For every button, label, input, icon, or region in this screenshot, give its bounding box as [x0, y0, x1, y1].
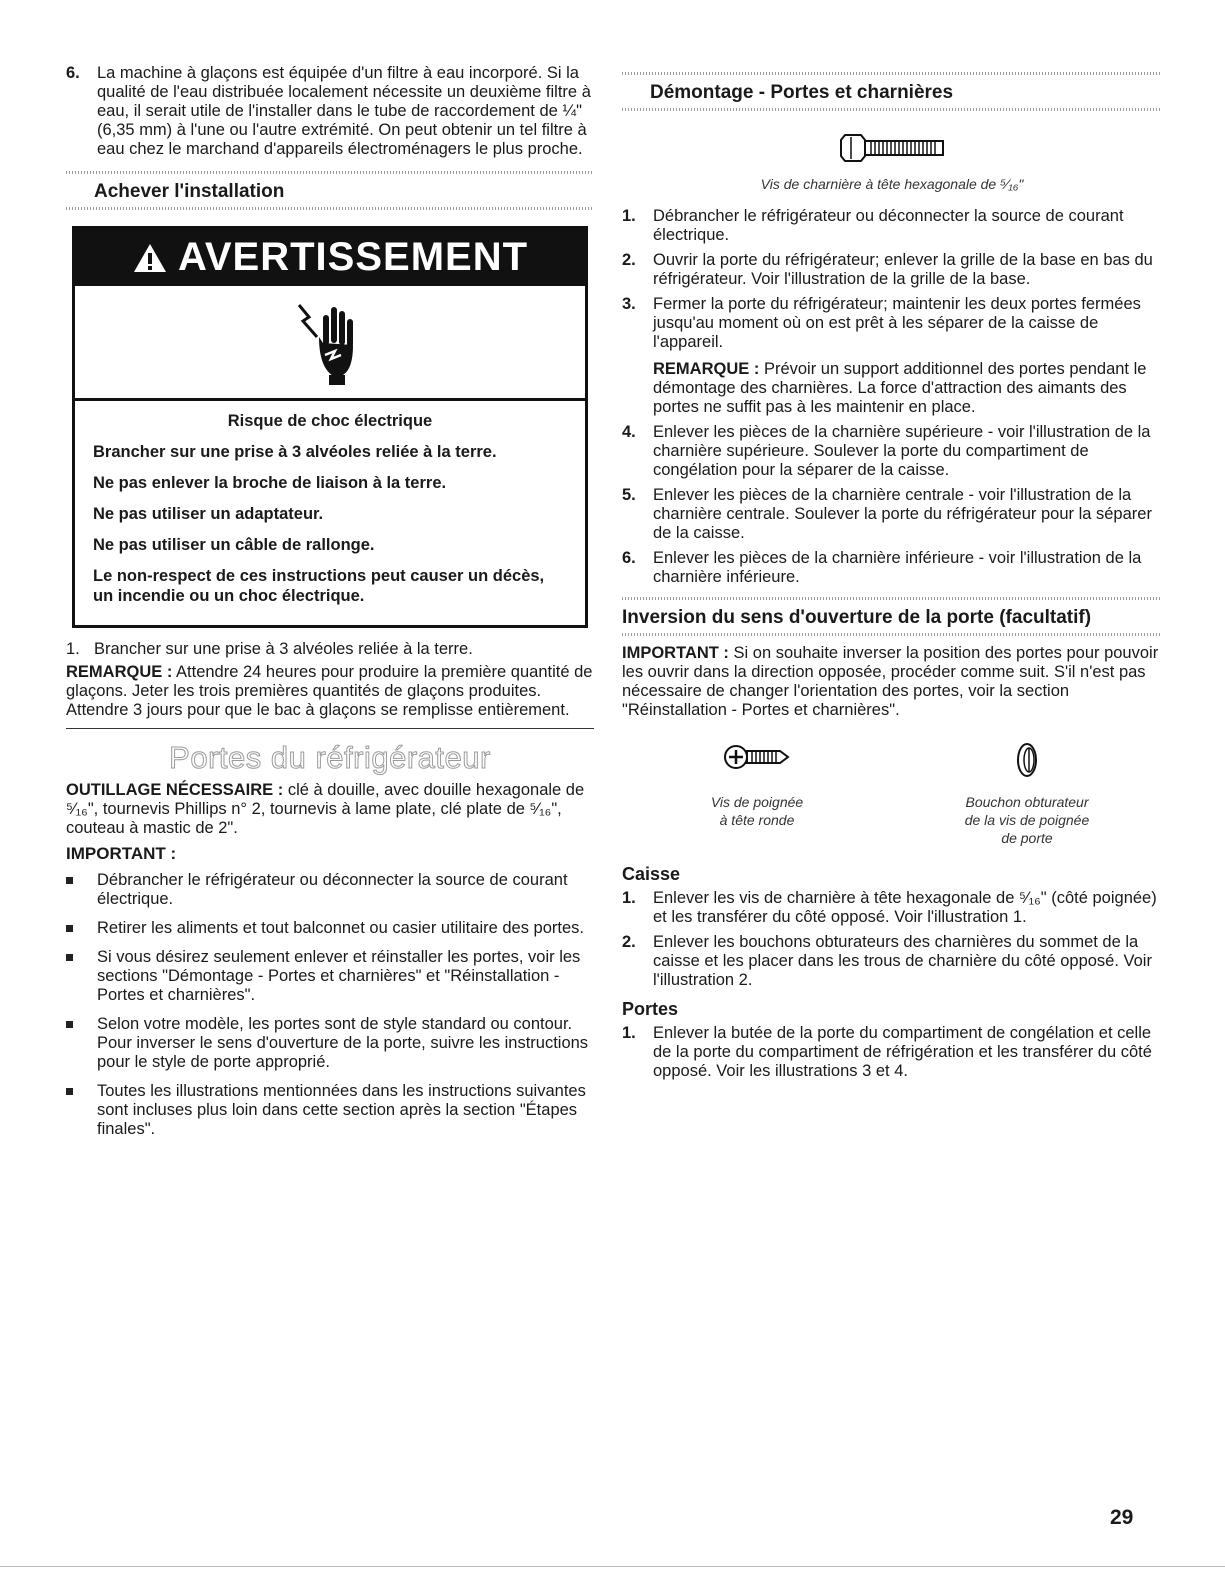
tools-paragraph: [66, 781, 594, 838]
list-item: [66, 64, 594, 159]
list-item: 4. Enlever les pièces de la charnière supérieure - voir l'illustration de la charnière supérieure. Soulever la porte du compartiment de congélation pour la séparer de la caisse.: [622, 423, 1151, 479]
hex-head-screw-icon: [837, 131, 947, 165]
portes-steps: [622, 1024, 1162, 1081]
chapter-title: Portes du réfrigérateur: [169, 740, 491, 775]
bullet-square-icon: [66, 877, 73, 884]
warning-body: [75, 401, 585, 625]
list-item: 6. Enlever les pièces de la charnière inférieure - voir l'illustration de la charnière inférieure.: [622, 549, 1142, 586]
figure-caption: Vis de charnière à tête hexagonale de ⁵⁄₁₆": [760, 176, 1024, 192]
bullet-square-icon: [66, 925, 73, 932]
left-column: [66, 64, 594, 1149]
hinge-screw-figure: [622, 131, 1162, 165]
warning-line: Ne pas enlever la broche de liaison à la terre.: [93, 474, 447, 492]
warning-line: Ne pas utiliser un adaptateur.: [93, 505, 324, 523]
important-paragraph: IMPORTANT : Si on souhaite inverser la position des portes pour pouvoir les ouvrir dans la direction opposée, procéder comme suit. S'il n'est pas nécessaire de changer l'orientation des portes, voir la section "Réinstallation - Portes et charnières".: [622, 644, 1159, 719]
bullet-square-icon: [66, 1021, 73, 1028]
tools-text: clé à douille, avec douille hexagonale de ⁵⁄₁₆", tournevis Phillips n° 2, tournevis à lame plate, clé plate de ⁵⁄₁₆", couteau à mastic de 2".: [66, 781, 585, 837]
warning-line: Risque de choc électrique: [227, 412, 433, 430]
plug-cap-icon: [1012, 740, 1042, 780]
warning-heading: AVERTISSEMENT: [177, 235, 529, 279]
bullet-item: Si vous désirez seulement enlever et réinstaller les portes, voir les sections "Démontage - Portes et charnières" et "Réinstallation - Portes et charnières".: [66, 948, 594, 1005]
caisse-steps: [622, 889, 1162, 990]
list-item: 5. Enlever les pièces de la charnière centrale - voir l'illustration de la charnière centrale. Soulever la porte du réfrigérateur pour la séparer de la caisse.: [622, 486, 1152, 542]
dotted-rule: [622, 108, 1162, 111]
list-item: 3. Fermer la porte du réfrigérateur; maintenir les deux portes fermées jusqu'au moment où on est prêt à les séparer de la caisse de l'appareil. REMARQUE : Prévoir un support additionnel des portes pendant le démontage des charnières. La force d'attraction des aimants des portes ne suffit pas à les maintenir en place.: [622, 295, 1162, 417]
page-number: 29: [1110, 1506, 1134, 1529]
warning-line: Ne pas utiliser un câble de rallonge.: [93, 536, 375, 554]
bullet-item: Retirer les aliments et tout balconnet ou casier utilitaire des portes.: [66, 919, 594, 938]
round-head-screw-icon: [722, 740, 792, 774]
section-title: Démontage - Portes et charnières: [650, 82, 954, 103]
list-item: 1. Débrancher le réfrigérateur ou déconnecter la source de courant électrique.: [622, 207, 1124, 244]
remark-label: REMARQUE :: [66, 663, 173, 681]
bullet-square-icon: [66, 954, 73, 961]
important-label: IMPORTANT :: [66, 844, 177, 863]
subheading-portes: Portes: [622, 999, 679, 1019]
item-text: La machine à glaçons est équipée d'un filtre à eau incorporé. Si la qualité de l'eau distribuée localement nécessite un deuxième filtre à eau, il serait utile de l'installer dans le tube de raccordement de ¼" (6,35 mm) à l'une ou l'autre extrémité. On peut obtenir un tel filtre à eau chez le marchand d'appareils électroménagers le plus proche.: [97, 64, 591, 158]
list-item: 1. Enlever la butée de la porte du compartiment de congélation et celle de la porte du compartiment de réfrigération et les transférer du côté opposé. Voir les illustrations 3 et 4.: [622, 1024, 1152, 1080]
handle-parts-figure: [622, 740, 1162, 847]
bullet-item: Selon votre modèle, les portes sont de style standard ou contour. Pour inverser le sens d'ouverture de la porte, suivre les instructions pour le style de porte approprié.: [66, 1015, 594, 1072]
right-column: [622, 72, 1162, 1087]
electric-shock-hand-icon: [295, 297, 365, 387]
bullet-square-icon: [66, 1088, 73, 1095]
dotted-rule: [66, 207, 594, 210]
list-item: 1. Enlever les vis de charnière à tête hexagonale de ⁵⁄₁₆" (côté poignée) et les transférer du côté opposé. Voir l'illustration 1.: [622, 889, 1157, 926]
plug-figure: Bouchon obturateur de la vis de poignée de porte: [892, 740, 1162, 847]
remark-text: Attendre 24 heures pour produire la première quantité de glaçons. Jeter les trois premières quantités de glaçons produites. Attendre 3 jours pour que le bac à glaçons se remplisse entièrement.: [66, 663, 593, 719]
step-note: REMARQUE : Prévoir un support additionnel des portes pendant le démontage des charnières. La force d'attraction des aimants des portes ne suffit pas à les maintenir en place.: [653, 360, 1147, 416]
list-item: 2. Ouvrir la porte du réfrigérateur; enlever la grille de la base en bas du réfrigérateur. Voir l'illustration de la grille de la base.: [622, 251, 1153, 288]
bullet-item: Débrancher le réfrigérateur ou déconnecter la source de courant électrique.: [66, 871, 594, 909]
warning-line: Brancher sur une prise à 3 alvéoles reliée à la terre.: [93, 443, 497, 461]
divider: [66, 728, 594, 729]
item-number: 6.: [66, 64, 80, 82]
handle-screw-figure: Vis de poignée à tête ronde: [622, 740, 892, 847]
subheading-caisse: Caisse: [622, 864, 681, 884]
section-title: Achever l'installation: [94, 181, 285, 202]
item-number: 1.: [66, 640, 80, 658]
bullet-item: Toutes les illustrations mentionnées dans les instructions suivantes sont incluses plus loin dans cette section après la section "Étapes finales".: [66, 1082, 594, 1139]
page-bottom-rule: [0, 1566, 1225, 1567]
section-title: Inversion du sens d'ouverture de la porte (facultatif): [622, 607, 1092, 628]
item-text: Brancher sur une prise à 3 alvéoles reliée à la terre.: [94, 640, 473, 658]
warning-triangle-icon: [132, 242, 168, 274]
warning-line: Le non-respect de ces instructions peut causer un décès, un incendie ou un choc électrique.: [93, 567, 545, 605]
warning-box: [72, 226, 588, 628]
warning-header: [75, 229, 585, 286]
bullet-list: [66, 871, 594, 1139]
remark-paragraph: [66, 663, 594, 720]
shock-icon-area: [75, 286, 585, 401]
list-item: [66, 640, 594, 659]
list-item: 2. Enlever les bouchons obturateurs des charnières du sommet de la caisse et les placer dans les trous de charnière du côté opposé. Voir l'illustration 2.: [622, 933, 1152, 989]
dotted-rule: [622, 633, 1162, 636]
tools-label: OUTILLAGE NÉCESSAIRE :: [66, 781, 284, 799]
removal-steps: [622, 207, 1162, 587]
